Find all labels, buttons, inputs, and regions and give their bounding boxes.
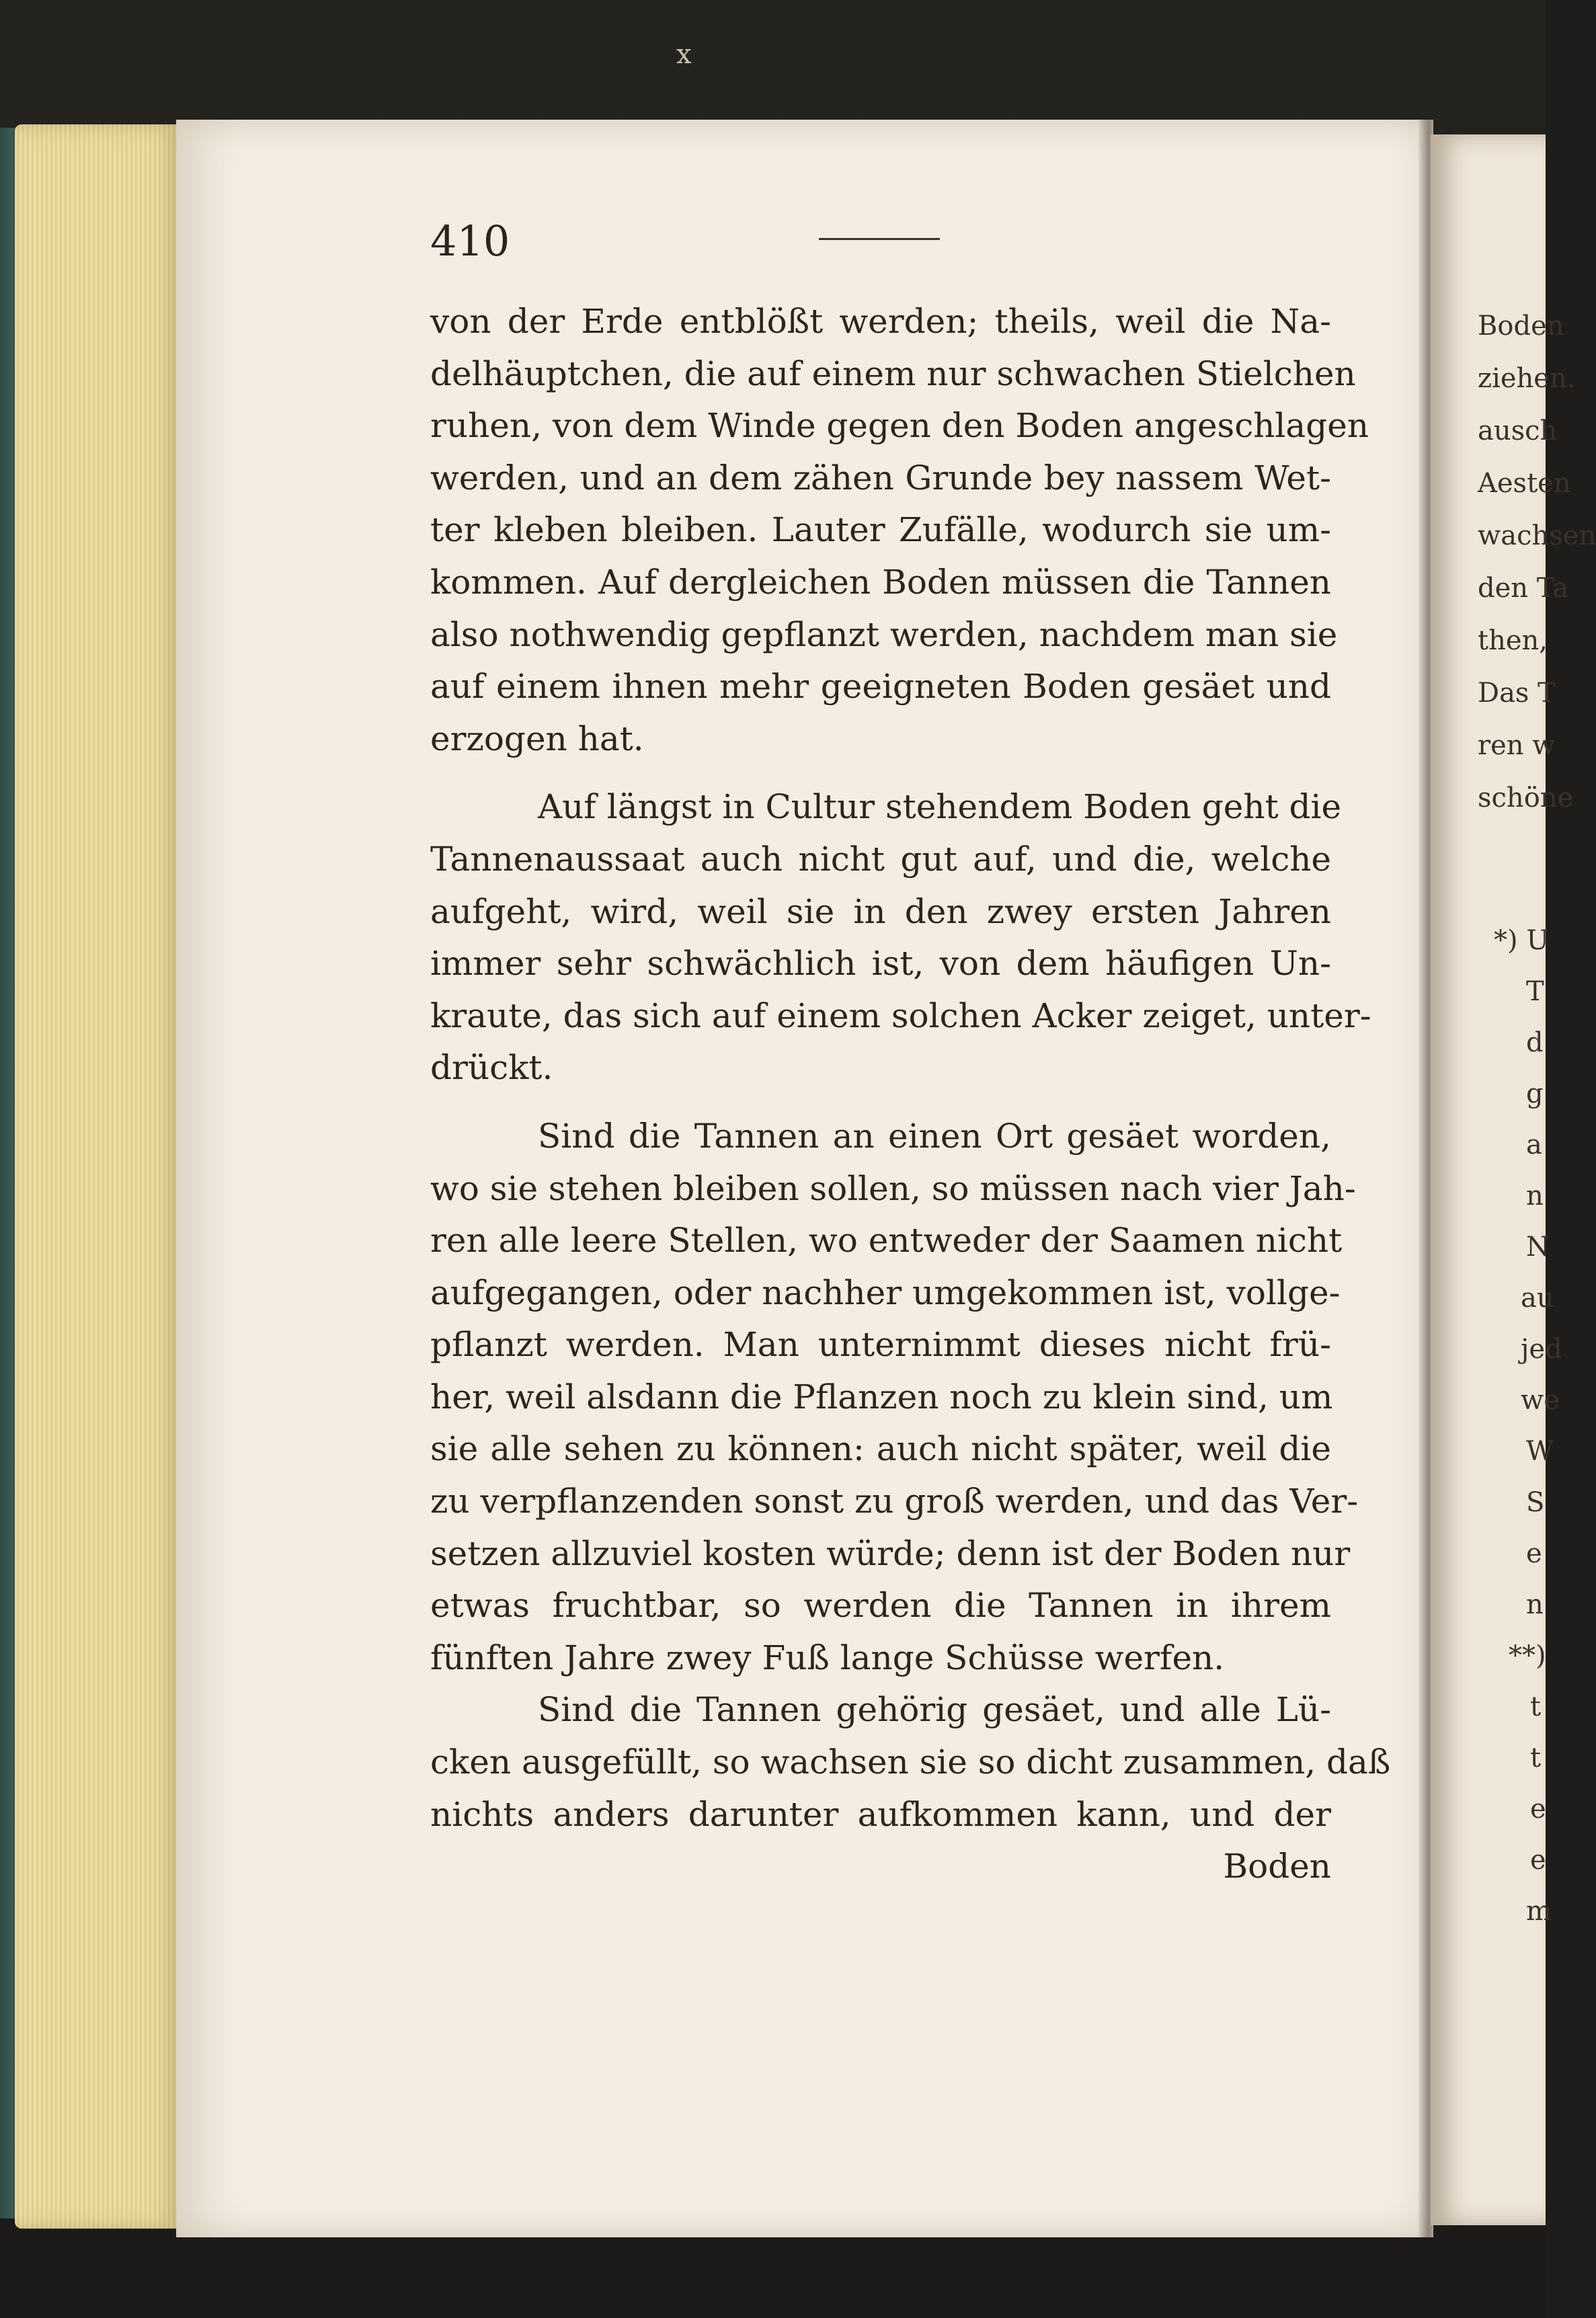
facing-fragment: e: [1526, 1538, 1542, 1569]
text-line: aufgegangen, oder nachher umgekommen ist, vollge-: [430, 1273, 1341, 1312]
text-line: werden, und an dem zähen Grunde bey nassem Wet-: [430, 458, 1331, 497]
facing-fragment: wachsen: [1478, 520, 1596, 551]
top-mark: x: [676, 39, 692, 70]
facing-fragment: *) U: [1494, 925, 1550, 956]
body-text: [430, 296, 1391, 1893]
text-line: ren alle leere Stellen, wo entweder der Saamen nicht: [430, 1221, 1343, 1261]
text-line: etwas fruchtbar, so werden die Tannen in ihrem: [430, 1586, 1331, 1626]
facing-fragment: Das T: [1478, 678, 1556, 709]
text-line: wo sie stehen bleiben sollen, so müssen nach vier Jah-: [430, 1168, 1356, 1208]
text-line: Sind die Tannen an einen Ort gesäet worden,: [538, 1116, 1331, 1156]
text-line: delhäuptchen, die auf einem nur schwachen Stielchen: [430, 354, 1356, 393]
text-line: also nothwendig gepflanzt werden, nachdem man sie: [430, 614, 1338, 654]
text-line: erzogen hat.: [430, 719, 644, 758]
text-line: her, weil alsdann die Pflanzen noch zu klein sind, um: [430, 1377, 1333, 1416]
facing-fragment: n: [1526, 1589, 1544, 1620]
page-edges: [15, 124, 183, 2229]
text-line: Tannenaussaat auch nicht gut auf, und die, welche: [430, 839, 1331, 879]
facing-fragment: m: [1526, 1896, 1552, 1927]
text-line: aufgeht, wird, weil sie in den zwey ersten Jahren: [430, 891, 1331, 931]
catchword: Boden: [1223, 1847, 1331, 1886]
facing-fragment: t: [1530, 1691, 1542, 1722]
text-line: kommen. Auf dergleichen Boden müssen die Tannen: [430, 562, 1331, 602]
facing-fragment: n: [1526, 1181, 1544, 1211]
facing-fragment: Aesten: [1478, 468, 1571, 499]
text-line: fünften Jahre zwey Fuß lange Schüsse werfen.: [430, 1638, 1225, 1677]
facing-fragment: T: [1526, 976, 1544, 1007]
text-line: pflanzt werden. Man unternimmt dieses nicht frü-: [430, 1325, 1331, 1365]
text-line: kraute, das sich auf einem solchen Acker zeiget, unter-: [430, 996, 1371, 1035]
facing-fragment: N: [1526, 1232, 1550, 1263]
text-line: sie alle sehen zu können: auch nicht später, weil die: [430, 1429, 1331, 1469]
text-line: von der Erde entblößt werden; theils, weil die Na-: [430, 302, 1331, 341]
facing-fragment: jed: [1521, 1334, 1562, 1365]
facing-fragment: schöne: [1478, 783, 1574, 813]
facing-fragment: **): [1509, 1640, 1546, 1671]
facing-fragment: t: [1530, 1743, 1542, 1773]
facing-fragment: ziehen.: [1478, 363, 1576, 394]
page-number: 410: [430, 216, 510, 266]
text-line: immer sehr schwächlich ist, von dem häufigen Un-: [430, 944, 1331, 984]
facing-fragment: e: [1530, 1794, 1546, 1825]
text-line: Sind die Tannen gehörig gesäet, und alle Lü-: [538, 1690, 1331, 1730]
facing-fragment: a: [1526, 1129, 1542, 1160]
facing-fragment: den Ta: [1478, 573, 1569, 604]
facing-fragment: S: [1526, 1487, 1545, 1518]
text-line: ruhen, von dem Winde gegen den Boden angeschlagen: [430, 406, 1369, 446]
text-line: setzen allzuviel kosten würde; denn ist der Boden nur: [430, 1533, 1351, 1573]
header-rule: [819, 238, 940, 240]
facing-fragment: d: [1526, 1027, 1544, 1058]
facing-fragment: g: [1526, 1078, 1544, 1109]
facing-fragment: Boden: [1478, 311, 1564, 342]
facing-fragment: e: [1530, 1845, 1546, 1876]
text-line: nichts anders darunter aufkommen kann, und der: [430, 1794, 1331, 1834]
text-line: ter kleben bleiben. Lauter Zufälle, wodurch sie um-: [430, 510, 1331, 550]
facing-fragment: W: [1526, 1436, 1554, 1467]
text-line: Auf längst in Cultur stehendem Boden geht die: [538, 787, 1342, 827]
facing-fragment: then,: [1478, 625, 1548, 656]
text-line: zu verpflanzenden sonst zu groß werden, und das Ver-: [430, 1482, 1359, 1521]
text-line: cken ausgefüllt, so wachsen sie so dicht zusammen, daß: [430, 1743, 1391, 1782]
text-line: auf einem ihnen mehr geeigneten Boden gesäet und: [430, 667, 1331, 707]
facing-fragment: au: [1521, 1283, 1554, 1314]
facing-fragment: ausch: [1478, 415, 1558, 446]
facing-fragment: we: [1521, 1385, 1560, 1416]
text-line: drückt.: [430, 1048, 553, 1088]
facing-fragment: ren w: [1478, 730, 1556, 761]
